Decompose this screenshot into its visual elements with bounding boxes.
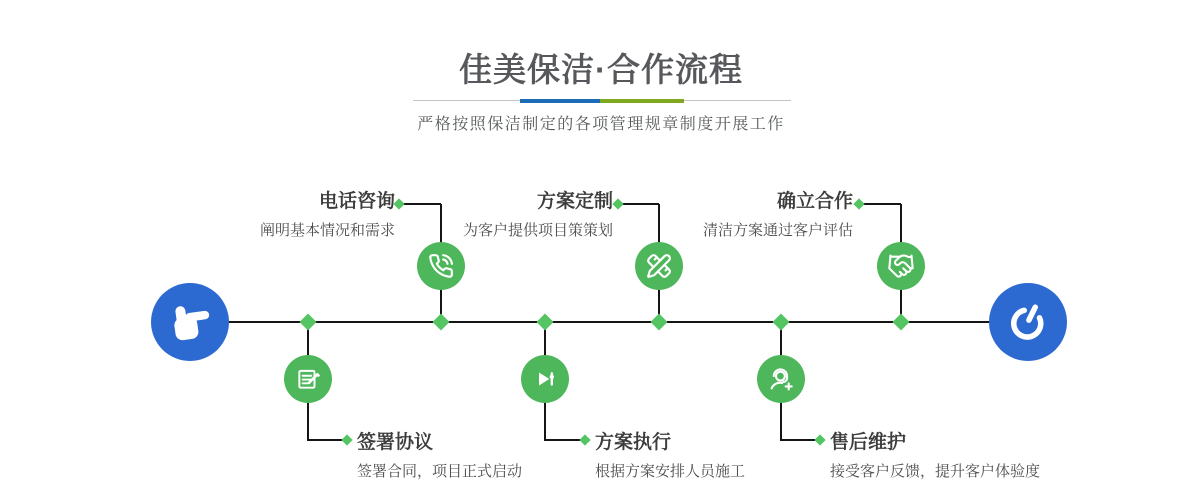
step-label-phone	[260, 186, 395, 240]
step-node-aftersales	[757, 355, 805, 403]
title-divider	[413, 100, 791, 101]
connector-line	[859, 203, 901, 205]
label-diamond	[814, 434, 825, 445]
page-title: 佳美保洁·合作流程	[459, 51, 743, 88]
divider-blue-segment	[520, 99, 600, 103]
step-title: 方案执行	[595, 432, 672, 453]
step-node-plan	[635, 242, 683, 290]
step-desc: 清洁方案通过客户评估	[702, 222, 853, 239]
step-title: 电话咨询	[318, 191, 395, 212]
timeline-start-node	[151, 283, 229, 361]
play-icon	[532, 366, 558, 392]
step-desc: 为客户提供项目策策划	[462, 222, 613, 239]
step-label-execute	[595, 427, 745, 481]
step-label-plan	[463, 186, 613, 240]
step-title: 确立合作	[776, 191, 853, 212]
timeline-node-diamond	[893, 314, 910, 331]
connector-line	[618, 203, 659, 205]
step-node-contract	[284, 355, 332, 403]
step-node-phone	[417, 242, 465, 290]
label-diamond	[853, 198, 864, 209]
handshake-icon	[887, 252, 915, 280]
page-subtitle: 严格按照保洁制定的各项管理规章制度开展工作	[417, 116, 785, 133]
timeline-node-diamond	[300, 314, 317, 331]
timeline-node-diamond	[537, 314, 554, 331]
label-diamond	[579, 434, 590, 445]
step-label-aftersales	[830, 427, 1040, 481]
timeline-end-node	[989, 283, 1067, 361]
timeline-node-diamond	[651, 314, 668, 331]
timeline-node-diamond	[773, 314, 790, 331]
step-title: 售后维护	[830, 432, 907, 453]
timeline-node-diamond	[433, 314, 450, 331]
phone-icon	[428, 253, 454, 279]
step-title: 签署协议	[357, 432, 434, 453]
step-desc: 阐明基本情况和需求	[259, 222, 395, 239]
step-desc: 根据方案安排人员施工	[595, 463, 746, 480]
step-desc: 签署合同，项目正式启动	[357, 463, 523, 480]
point-right-hand-icon	[168, 300, 212, 344]
pencil-ruler-icon	[646, 253, 672, 279]
label-diamond	[341, 434, 352, 445]
power-icon	[1006, 300, 1050, 344]
label-diamond	[393, 198, 404, 209]
step-title: 方案定制	[536, 191, 613, 212]
step-node-execute	[521, 355, 569, 403]
step-desc: 接受客户反馈，提升客户体验度	[830, 463, 1041, 480]
step-label-contract	[357, 427, 522, 481]
document-pen-icon	[295, 366, 321, 392]
step-label-cooperation	[703, 186, 853, 240]
label-diamond	[612, 198, 623, 209]
headset-plus-icon	[767, 365, 795, 393]
step-node-cooperation	[877, 242, 925, 290]
divider-green-segment	[600, 99, 684, 103]
connector-line	[399, 203, 441, 205]
